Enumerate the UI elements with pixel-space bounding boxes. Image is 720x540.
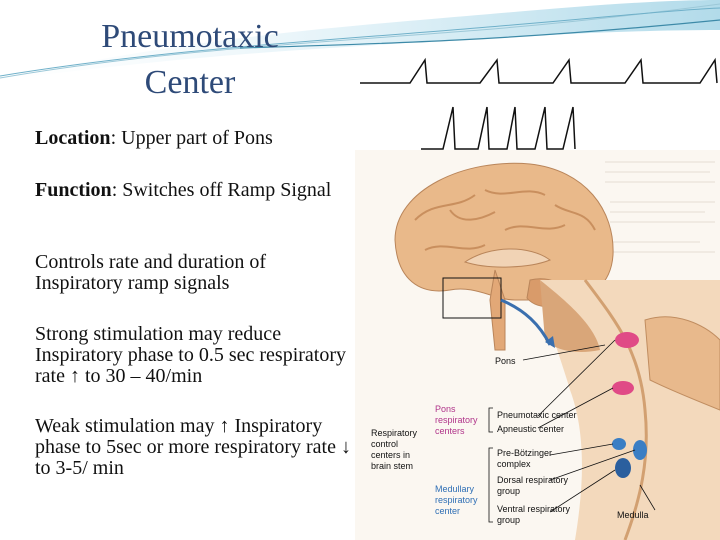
respiratory-centers-label-line-1: Respiratory	[371, 428, 418, 438]
ventral-group-marker	[615, 458, 631, 478]
slide-title	[60, 14, 320, 106]
bullet-label: Function	[35, 179, 112, 201]
brainstem-respiratory-centers-illustration	[355, 150, 720, 540]
bullet-text: Controls rate and duration of Inspiratory ramp signals	[35, 251, 267, 294]
bullet-text: : Upper part of Pons	[110, 127, 273, 149]
respiratory-centers-label-line-4: brain stem	[371, 461, 414, 471]
slow-ramp-waveform	[360, 60, 717, 83]
title-line-1: Pneumotaxic	[101, 18, 279, 55]
dorsal-group-label-line-1: Dorsal respiratory	[497, 475, 569, 485]
dorsal-group-label-line-2: group	[497, 486, 521, 496]
pneumotaxic-center-label: Pneumotaxic center	[497, 410, 577, 420]
title-line-2: Center	[144, 64, 236, 101]
pons-resp-centers-label-line-2: respiratory	[435, 415, 478, 425]
pons-resp-centers-label-line-3: centers	[435, 426, 465, 436]
bullet-label: Location	[35, 127, 111, 149]
apneustic-center-label: Apneustic center	[497, 424, 565, 434]
bullet-marker-icon:  	[18, 180, 33, 200]
ramp-signal-waveforms	[355, 55, 720, 155]
medullary-center-label-line-1: Medullary	[435, 484, 475, 494]
bullet-marker-icon:  	[18, 324, 33, 344]
bullet-marker-icon:  	[18, 416, 33, 436]
pneumotaxic-center-marker	[615, 332, 639, 348]
bullet-text: Strong stimulation may reduce Inspiratory phase to 0.5 sec respiratory rate ↑ to 30 – 40/min	[35, 323, 347, 387]
bullet-text: : Switches off Ramp Signal	[111, 179, 332, 201]
pre-botzinger-label-line-2: complex	[497, 459, 531, 469]
ventral-group-label-line-1: Ventral respiratory	[497, 504, 571, 514]
pre-botzinger-marker	[612, 438, 626, 450]
pons-resp-centers-label-line-1: Pons	[435, 404, 456, 414]
pre-botzinger-label-line-1: Pre-Bötzinger	[497, 448, 553, 458]
dorsal-group-marker	[633, 440, 647, 460]
bullet-marker-icon:  	[18, 252, 33, 272]
medullary-center-label-line-2: respiratory	[435, 495, 478, 505]
medullary-center-label-line-3: center	[435, 506, 461, 516]
bullet-marker-icon:  	[18, 128, 33, 148]
respiratory-centers-label-line-3: centers in	[371, 450, 411, 460]
fast-ramp-waveform	[421, 107, 575, 149]
respiratory-centers-label-line-2: control	[371, 439, 399, 449]
pons-label: Pons	[495, 356, 516, 366]
ventral-group-label-line-2: group	[497, 515, 521, 525]
apneustic-center-marker	[612, 381, 634, 395]
bullet-text: Weak stimulation may ↑ Inspiratory phase to 5sec or more respiratory rate ↓ to 3-5/ min	[35, 415, 351, 479]
medulla-label: Medulla	[617, 510, 649, 520]
